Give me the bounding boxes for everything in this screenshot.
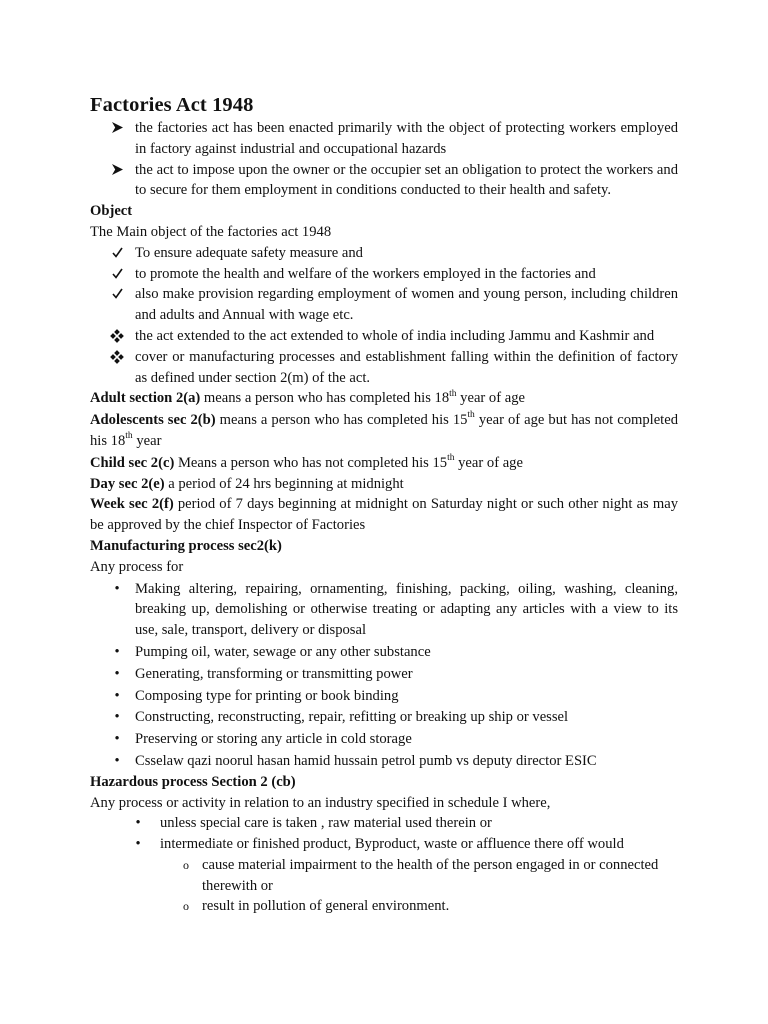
list-item-text: Pumping oil, water, sewage or any other substance (135, 643, 431, 660)
list-item-text: Constructing, reconstructing, repair, refitting or breaking up ship or vessel (135, 709, 569, 726)
list-item (90, 243, 678, 264)
definition-day (90, 474, 678, 495)
list-item-text: Csselaw qazi noorul hasan hamid hussain petrol pumb vs deputy director ESIC (135, 752, 597, 769)
ordinal-suffix: th (125, 431, 133, 442)
list-item (90, 855, 678, 897)
ordinal-suffix: th (449, 388, 457, 399)
list-item (90, 326, 678, 347)
list-item-text: cause material impairment to the health of the person engaged in or connected therewith or (202, 856, 659, 894)
definition-week (90, 494, 678, 536)
definition-text: year of age (454, 454, 523, 471)
list-item-text: intermediate or finished product, Byproduct, waste or affluence there off would (160, 836, 624, 853)
bullet-dot-icon: • (114, 580, 120, 597)
definition-text: year (132, 432, 162, 449)
bullet-dot-icon: • (114, 643, 120, 660)
list-item (90, 751, 678, 772)
checkmark-icon (109, 264, 125, 285)
list-item-text: Generating, transforming or transmitting power (135, 665, 413, 682)
bullet-dot-icon: • (135, 836, 141, 853)
list-item-text: also make provision regarding employment of women and young person, including children and adults and Annual with wage etc. (135, 286, 678, 324)
list-item (90, 686, 678, 707)
list-item (90, 160, 678, 202)
manufacturing-lead: Any process for (90, 558, 184, 575)
definition-text: year of age but has not completed his 18 (90, 412, 679, 449)
definition-adult (90, 388, 678, 409)
list-item (90, 664, 678, 685)
list-item (90, 707, 678, 728)
arrowhead-bullet-icon (109, 160, 125, 181)
bullet-dot-icon: • (114, 687, 120, 704)
checkmark-icon (109, 284, 125, 305)
list-item (90, 642, 678, 663)
hazardous-sublist (90, 855, 678, 917)
bullet-dot-icon: • (114, 709, 120, 726)
object-checklist (90, 243, 678, 389)
list-item (90, 834, 678, 855)
definition-term: Week sec 2(f) (90, 496, 174, 513)
list-item-text: the act to impose upon the owner or the occupier set an obligation to protect the workers and to secure for them employment in conditions conducted to their health and safety. (135, 161, 678, 199)
list-item (90, 896, 678, 917)
list-item (90, 813, 678, 834)
list-item (90, 118, 678, 160)
list-item-text: Making altering, repairing, ornamenting, finishing, packing, oiling, washing, cleaning, breaking up, demolishing or otherwise treating or adapting any articles with a view to its use, sale, transport, delivery or disposal (135, 580, 678, 639)
ordinal-suffix: th (447, 452, 455, 463)
section-heading-object: Object (90, 203, 133, 220)
definition-term: Adult section 2(a) (90, 390, 201, 407)
object-lead: The Main object of the factories act 1948 (90, 223, 332, 240)
list-item (90, 347, 678, 389)
hazardous-lead: Any process or activity in relation to an industry specified in schedule I where, (90, 794, 551, 811)
bullet-dot-icon: • (114, 731, 120, 748)
checkmark-icon (109, 243, 125, 264)
list-item (90, 264, 678, 285)
arrowhead-bullet-icon (109, 118, 125, 139)
definition-child (90, 453, 678, 474)
bullet-dot-icon: • (114, 752, 120, 769)
list-item-text: Composing type for printing or book binding (135, 687, 399, 704)
definition-text: year of age (456, 390, 525, 407)
definition-term: Day sec 2(e) (90, 475, 165, 492)
hazardous-list (90, 813, 678, 855)
list-item-text: the act extended to the act extended to whole of india including Jammu and Kashmir and (135, 327, 655, 344)
definition-text: period of 7 days beginning at midnight on Saturday night or such other night as may be approved by the chief Inspector of Factories (90, 496, 679, 534)
definition-text: Means a person who has not completed his 15 (174, 454, 448, 471)
bullet-dot-icon: • (114, 665, 120, 682)
definition-text: means a person who has completed his 15 (215, 412, 468, 429)
open-circle-bullet-icon: o (183, 899, 189, 914)
list-item-text: result in pollution of general environment. (202, 898, 450, 915)
manufacturing-list (90, 579, 678, 772)
list-item-text: to promote the health and welfare of the workers employed in the factories and (135, 265, 596, 282)
list-item-text: the factories act has been enacted primarily with the object of protecting workers employed in factory against industrial and occupational hazards (135, 120, 678, 157)
list-item-text: cover or manufacturing processes and establishment falling within the definition of factory as defined under section 2(m) of the act. (135, 348, 678, 386)
definition-term: Child sec 2(c) (90, 454, 175, 471)
section-heading-hazardous: Hazardous process Section 2 (cb) (90, 773, 296, 790)
definition-text: a period of 24 hrs beginning at midnight (164, 475, 404, 492)
four-diamond-bullet-icon (109, 326, 125, 347)
list-item (90, 284, 678, 326)
list-item (90, 729, 678, 750)
list-item-text: unless special care is taken , raw material used therein or (160, 815, 492, 832)
page-title: Factories Act 1948 (90, 94, 254, 116)
definition-adolescent (90, 410, 678, 452)
open-circle-bullet-icon: o (183, 857, 189, 872)
definition-term: Adolescents sec 2(b) (90, 412, 216, 429)
ordinal-suffix: th (467, 410, 475, 421)
section-heading-manufacturing: Manufacturing process sec2(k) (90, 537, 282, 554)
definition-text: means a person who has completed his 18 (200, 390, 450, 407)
list-item (90, 579, 678, 641)
list-item-text: To ensure adequate safety measure and (135, 244, 363, 261)
document-body (90, 92, 678, 917)
four-diamond-bullet-icon (109, 347, 125, 368)
bullet-dot-icon: • (135, 815, 141, 832)
intro-list (90, 118, 678, 201)
list-item-text: Preserving or storing any article in cold storage (135, 731, 412, 748)
